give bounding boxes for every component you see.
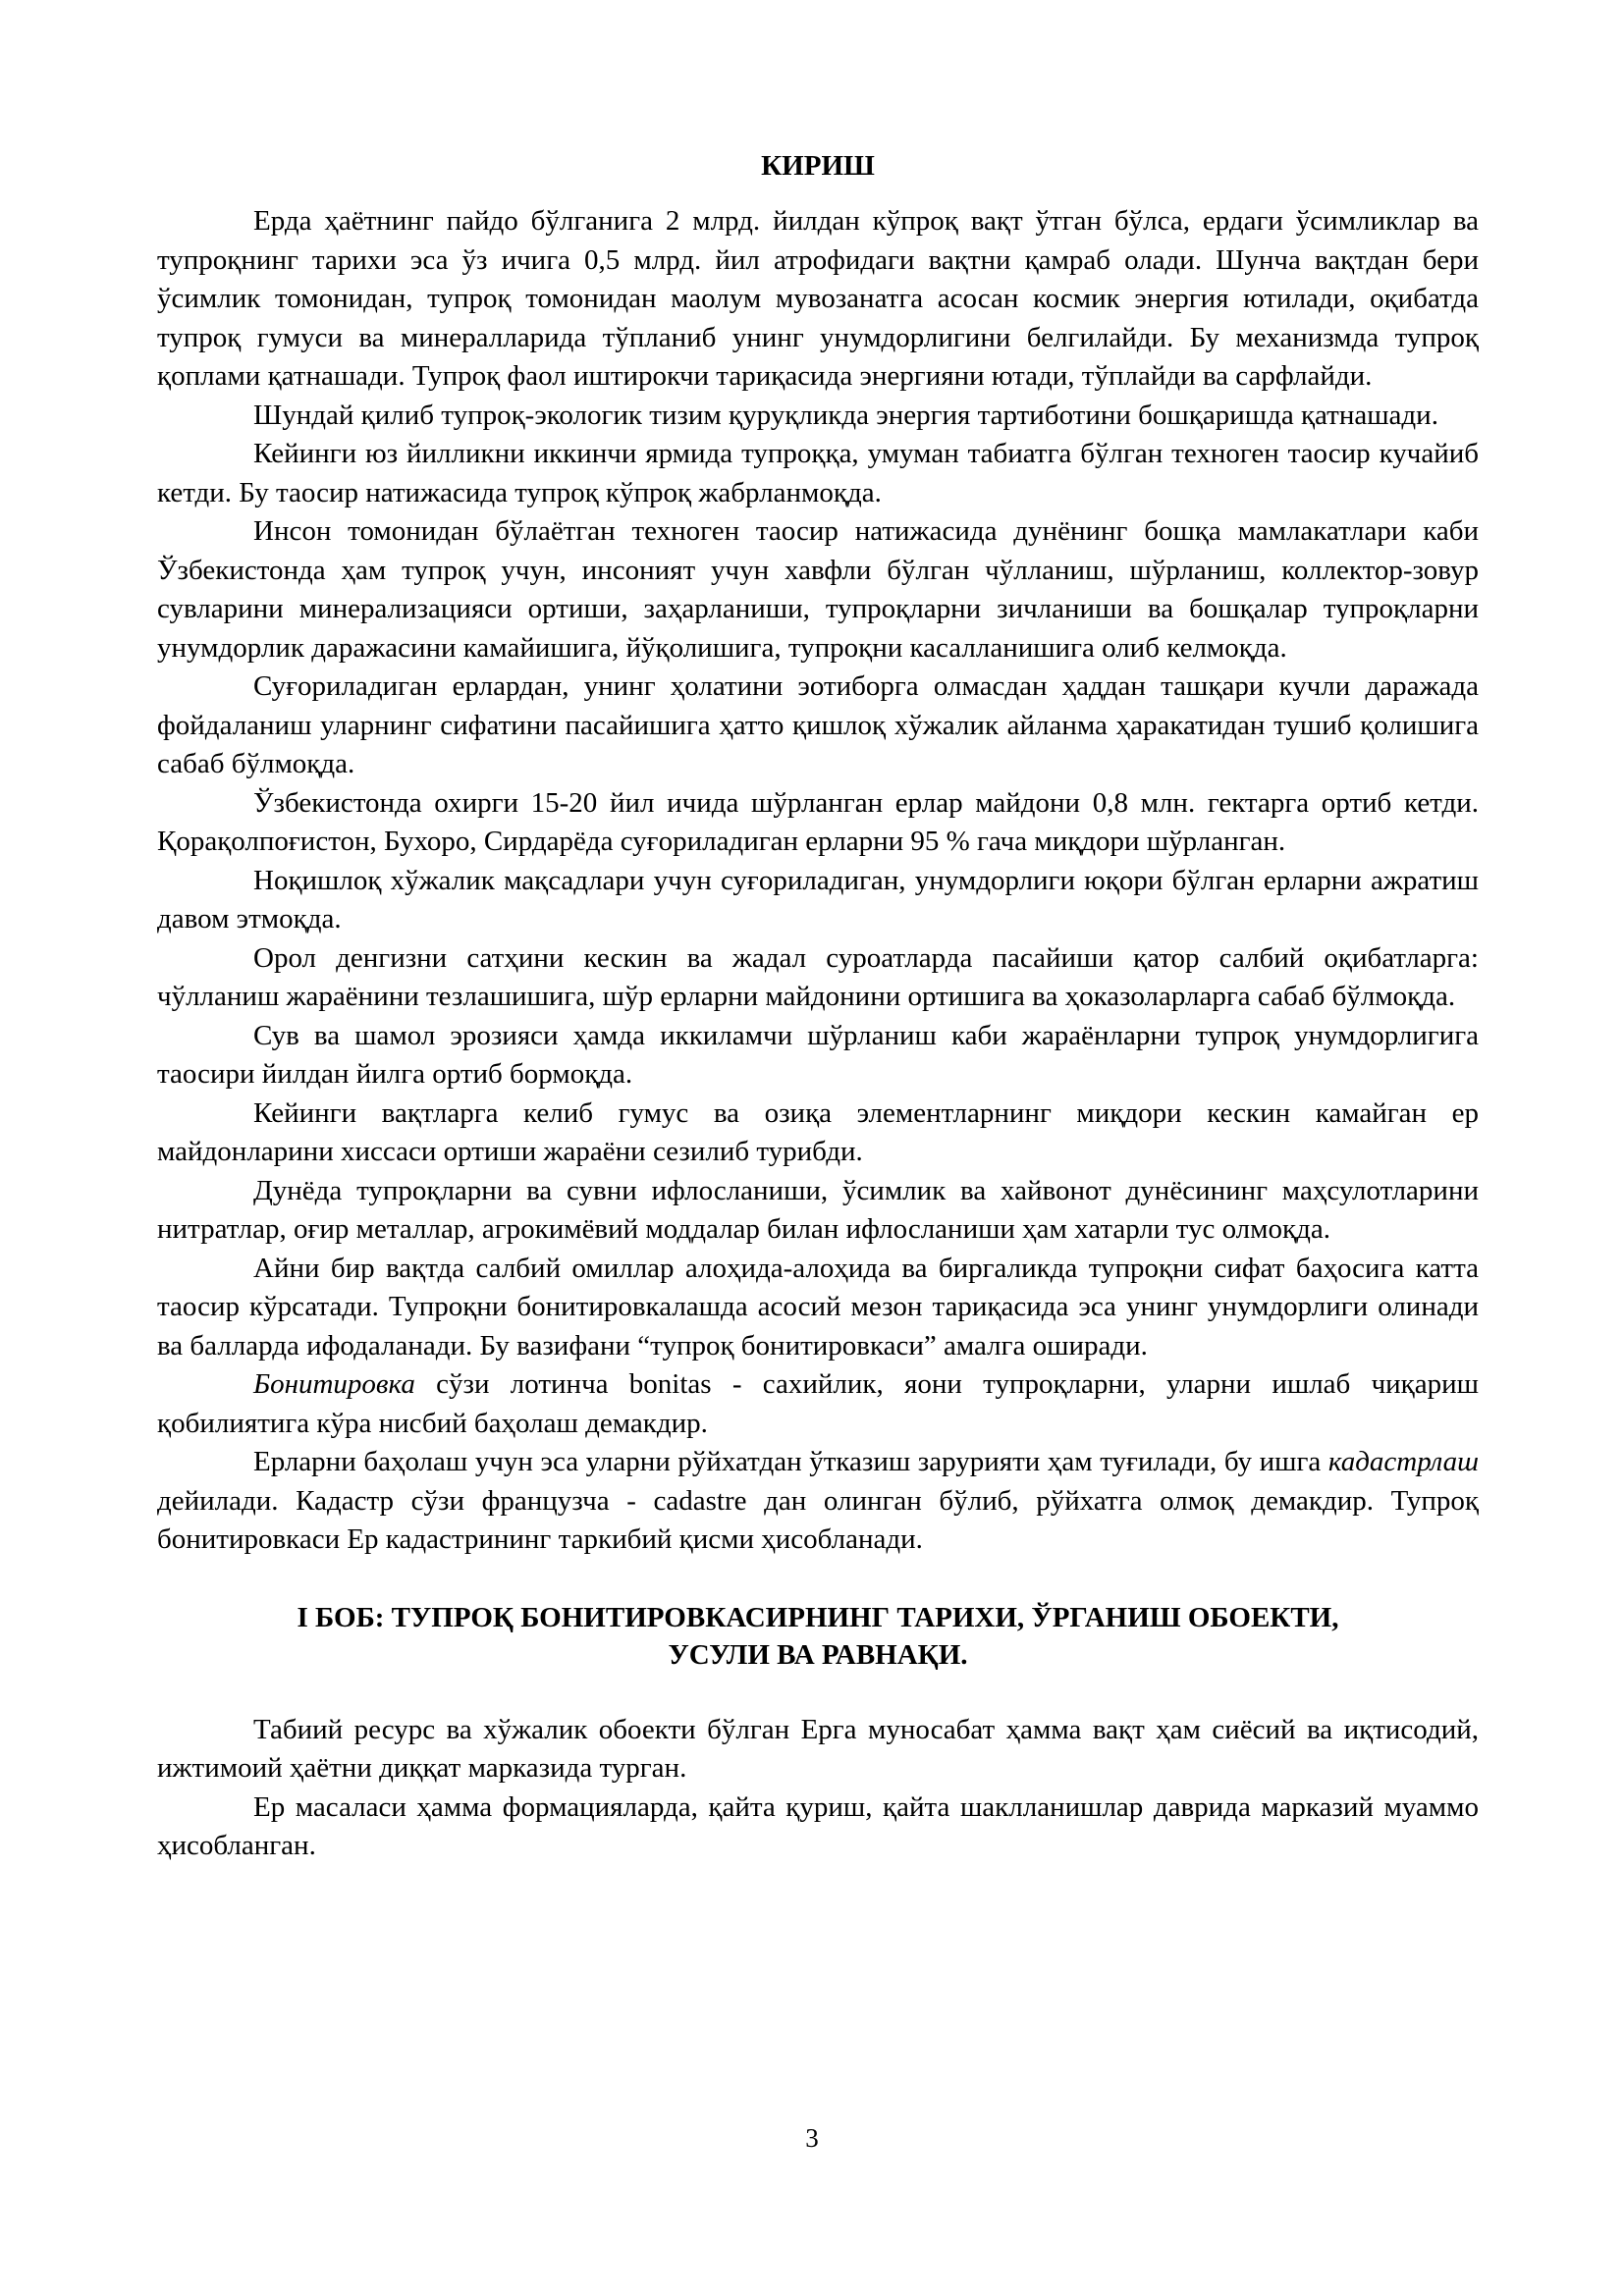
page-number: 3 bbox=[805, 2123, 819, 2153]
paragraph-text: сўзи лотинча bonitas - сахийлик, яони тупроқларни, уларни ишлаб чиқариш қобилиятига кўра нисбий баҳолаш демакдир. bbox=[157, 1368, 1479, 1439]
paragraph: Суғориладиган ерлардан, унинг ҳолатини эотиборга олмасдан ҳаддан ташқари кучли даражада фойдаланиш уларнинг сифатини пасайишига ҳатто қишлоқ хўжалик айланма ҳаракатидан тушиб қолишига сабаб бўлмоқда. bbox=[157, 670, 1479, 779]
paragraph: Айни бир вақтда салбий омиллар алоҳида-алоҳида ва биргаликда тупроқни сифат баҳосига катта таосир кўрсатади. Тупроқни бонитировкалашда асосий мезон тариқасида эса унинг унумдорлиги олинади ва балларда ифодаланади. Бу вазифани “тупроқ бонитировкаси” амалга оширади. bbox=[157, 1252, 1479, 1362]
paragraph: Инсон томонидан бўлаётган техноген таосир натижасида дунёнинг бошқа мамлакатлари каби Ўзбекистонда ҳам тупроқ учун, инсоният учун хавфли бўлган чўлланиш, шўрланиш, коллектор-зовур сувларини минерализацияси ортиши, заҳарланиши, тупроқларни зичланиши ва бошқалар тупроқларни унумдорлик даражасини камайишига, йўқолишига, тупроқни касалланишига олиб келмоқда. bbox=[157, 515, 1479, 664]
paragraph-text: дейилади. Кадастр сўзи французча - cadastre дан олинган бўлиб, рўйхатга олмоқ демакдир. Тупроқ бонитировкаси Ер кадастрининг таркибий қисми ҳисобланади. bbox=[157, 1484, 1479, 1555]
paragraph: Ноқишлоқ хўжалик мақсадлари учун суғориладиган, унумдорлиги юқори бўлган ерларни ажратиш давом этмоқда. bbox=[157, 864, 1479, 934]
paragraph: Ўзбекистонда охирги 15-20 йил ичида шўрланган ерлар майдони 0,8 млн. гектарга ортиб кетди. Қорақолпоғистон, Бухоро, Сирдарёда суғориладиган ерларни 95 % гача миқдори шўрланган. bbox=[157, 786, 1479, 857]
paragraph: Ер масаласи ҳамма формацияларда, қайта қуриш, қайта шаклланишлар даврида марказий муаммо ҳисобланган. bbox=[157, 1790, 1479, 1861]
paragraph: Ерда ҳаётнинг пайдо бўлганига 2 млрд. йилдан кўпроқ вақт ўтган бўлса, ердаги ўсимликлар ва тупроқнинг тарихи эса ўз ичига 0,5 млрд. йил атрофидаги вақтни қамраб олади. Шунча вақтдан бери ўсимлик томонидан, тупроқ томонидан маолум мувозанатга асосан космик энергия ютилади, оқибатда тупроқ гумуси ва минералларида тўпланиб унинг унумдорлигини белгилайди. Бу механизмда тупроқ қоплами қатнашади. Тупроқ фаол иштирокчи тариқасида энергияни ютади, тўплайди ва сарфлайди. bbox=[157, 205, 1479, 392]
paragraph: Кейинги юз йилликни иккинчи ярмида тупроққа, умуман табиатга бўлган техноген таосир кучайиб кетди. Бу таосир натижасида тупроқ кўпроқ жабрланмоқда. bbox=[157, 438, 1479, 508]
chapter-title-line: I БОБ: ТУПРОҚ БОНИТИРОВКАСИРНИНГ ТАРИХИ, ЎРГАНИШ ОБОЕКТИ, bbox=[297, 1601, 1339, 1633]
italic-term: кадастрлаш bbox=[1327, 1446, 1479, 1477]
paragraph-text: Ерларни баҳолаш учун эса уларни рўйхатдан ўтказиш зарурияти ҳам туғилади, бу ишга bbox=[253, 1446, 1328, 1477]
chapter-title bbox=[157, 1599, 1479, 1674]
chapter-title-line: УСУЛИ ВА РАВНАҚИ. bbox=[668, 1638, 968, 1671]
paragraph-kadastr bbox=[157, 1443, 1479, 1560]
italic-term: Бонитировка bbox=[253, 1368, 415, 1400]
paragraph-bonitirovka bbox=[157, 1365, 1479, 1443]
paragraph: Кейинги вақтларга келиб гумус ва озиқа элементларнинг миқдори кескин камайган ер майдонларини хиссаси ортиши жараёни сезилиб турибди. bbox=[157, 1096, 1479, 1167]
paragraph: Сув ва шамол эрозияси ҳамда иккиламчи шўрланиш каби жараёнларни тупроқ унумдорлигига таосири йилдан йилга ортиб бормоқда. bbox=[157, 1019, 1479, 1090]
paragraph: Шундай қилиб тупроқ-экологик тизим қуруқликда энергия тартиботини бошқаришда қатнашади. bbox=[253, 399, 1438, 431]
paragraph: Табиий ресурс ва хўжалик обоекти бўлган Ерга муносабат ҳамма вақт ҳам сиёсий ва иқтисодий, ижтимоий ҳаётни диққат марказида турган. bbox=[157, 1713, 1479, 1784]
page-content bbox=[157, 147, 1479, 1866]
paragraph: Дунёда тупроқларни ва сувни ифлосланиши, ўсимлик ва хайвонот дунёсининг маҳсулотларини нитратлар, оғир металлар, агрокимёвий моддалар билан ифлосланиши ҳам хатарли тус олмоқда. bbox=[157, 1174, 1479, 1245]
section-heading: КИРИШ bbox=[761, 150, 875, 182]
paragraph: Орол денгизни сатҳини кескин ва жадал суроатларда пасайиши қатор салбий оқибатларга: чўлланиш жараёнини тезлашишига, шўр ерларни майдонини ортишига ва ҳоказоларларга сабаб бўлмоқда. bbox=[157, 941, 1479, 1012]
